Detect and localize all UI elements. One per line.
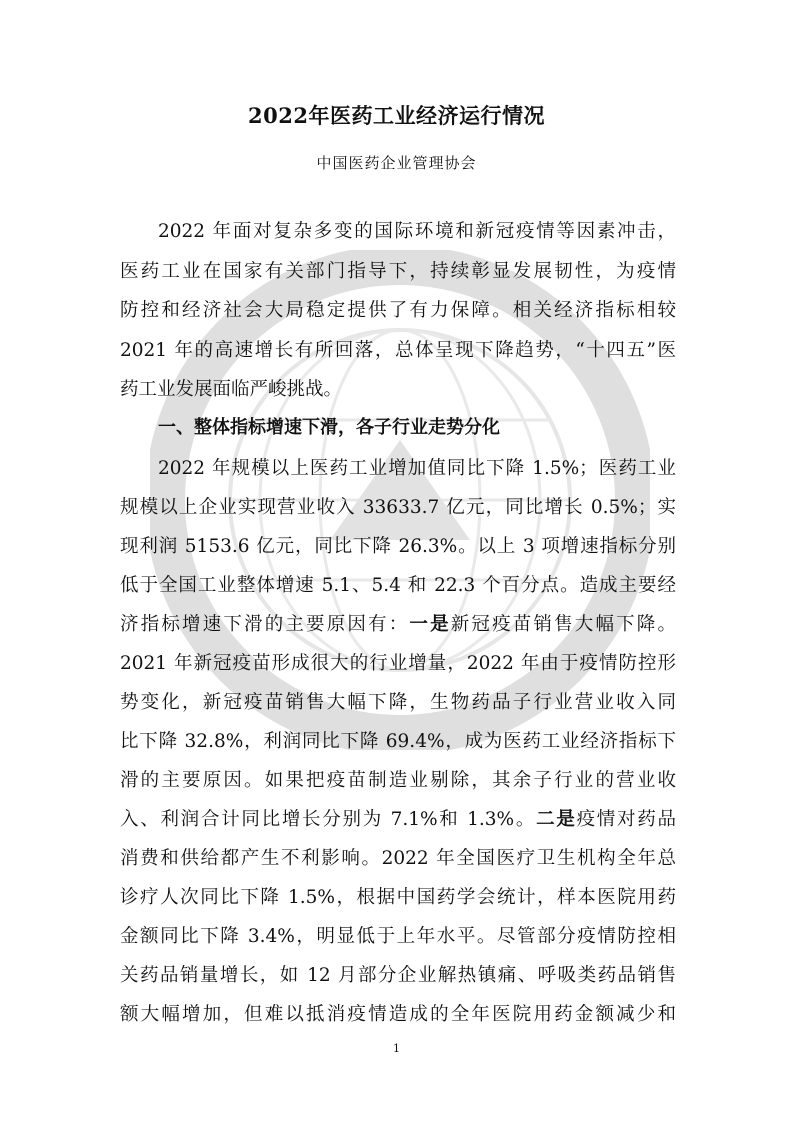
paragraph-line: 低于全国工业整体增速 5.1、5.4 和 22.3 个百分点。造成主要经 [120,575,676,596]
paragraph-line: 势变化，新冠疫苗销售大幅下降，生物药品子行业营业收入同 [120,692,676,713]
paragraph-line: 比下降 32.8%，利润同比下降 69.4%，成为医药工业经济指标下 [120,731,676,752]
paragraph-line: 防控和经济社会大局稳定提供了有力保障。相关经济指标相较 [120,300,676,321]
paragraph-line: 金额同比下降 3.4%，明显低于上年水平。尽管部分疫情防控相 [120,926,676,947]
paragraph-line: 额大幅增加，但难以抵消疫情造成的全年医院用药金额减少和 [120,1004,676,1025]
document-author: 中国医药企业管理协会 [316,154,477,172]
document-title: 2022年医药工业经济运行情况 [248,103,545,128]
paragraph-line: 规模以上企业实现营业收入 33633.7 亿元，同比增长 0.5%；实 [120,497,676,518]
paragraph-line: 2021 年新冠疫苗形成很大的行业增量，2022 年由于疫情防控形 [120,653,676,674]
paragraph-line: 消费和供给都产生不利影响。2022 年全国医疗卫生机构全年总 [120,848,676,869]
bold-marker: 二是 [536,809,577,830]
paragraph-line: 2022 年规模以上医药工业增加值同比下降 1.5%；医药工业 [158,458,676,479]
paragraph-text: 新冠疫苗销售大幅下降。 [450,614,676,635]
paragraph-line-mixed [120,806,676,834]
paragraph-line-mixed [120,611,676,639]
paragraph-line: 2021 年的高速增长有所回落，总体呈现下降趋势，“十四五”医 [120,340,676,361]
paragraph-line: 药工业发展面临严峻挑战。 [120,379,343,400]
paragraph-line: 现利润 5153.6 亿元，同比下降 26.3%。以上 3 项增速指标分别 [120,536,676,557]
section-heading: 一、整体指标增速下滑，各子行业走势分化 [158,417,500,438]
paragraph-text: 疫情对药品 [576,809,676,830]
paragraph-line: 滑的主要原因。如果把疫苗制造业剔除，其余子行业的营业收 [120,770,676,791]
paragraph-line: 医药工业在国家有关部门指导下，持续彰显发展韧性，为疫情 [120,261,676,282]
paragraph-text: 济指标增速下滑的主要原因有： [120,614,410,635]
paragraph-text: 入、利润合计同比增长分别为 7.1%和 1.3%。 [120,809,537,830]
paragraph-line: 关药品销量增长，如 12 月部分企业解热镇痛、呼吸类药品销售 [120,965,676,986]
bold-marker: 一是 [409,614,451,635]
page-number: 1 [393,1042,400,1055]
paragraph-line: 诊疗人次同比下降 1.5%，根据中国药学会统计，样本医院用药 [120,887,676,908]
paragraph-line: 2022 年面对复杂多变的国际环境和新冠疫情等因素冲击， [158,221,676,242]
